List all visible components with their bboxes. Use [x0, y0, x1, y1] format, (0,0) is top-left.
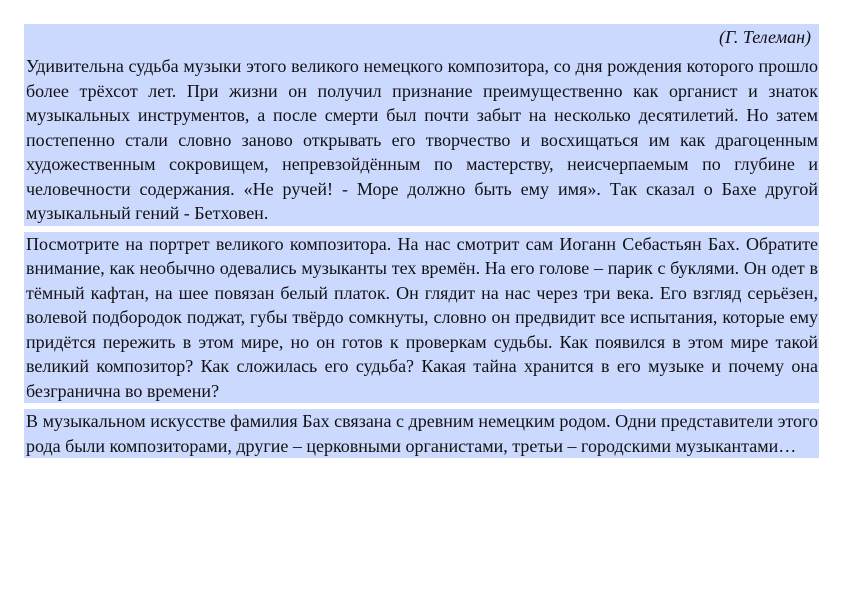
third-text-block	[24, 409, 819, 458]
second-text-block	[24, 232, 819, 404]
paragraph-family: В музыкальном искусстве фамилия Бах связана с древним немецким родом. Одни представители этого рода были композиторами, другие – церковными органистами, третьи – городскими музыкантами…	[26, 411, 818, 456]
paragraph-intro: Удивительна судьба музыки этого великого немецкого композитора, со дня рождения которого прошло более трёхсот лет. При жизни он получил признание преимущественно как органист и знаток музыкальных инструментов, а после смерти был почти забыт на несколько десятилетий. Но затем постепенно стали словно заново открывать его творчество и восхищаться им как драгоценным художественным сокровищем, непревзойдённым по мастерству, неисчерпаемым по глубине и человечности содержания. «Не ручей! - Море должно быть ему имя». Так сказал о Бахе другой музыкальный гений - Бетховен.	[26, 56, 818, 223]
quote-attribution: (Г. Телеман)	[718, 27, 811, 47]
document-page	[24, 24, 819, 458]
paragraph-portrait: Посмотрите на портрет великого композитора. На нас смотрит сам Иоганн Себастьян Бах. Обратите внимание, как необычно одевались музыканты тех времён. На его голове – парик с буклями. Он одет в тёмный кафтан, на шее повязан белый платок. Он глядит на нас через три века. Его взгляд серьёзен, волевой подбородок поджат, губы твёрдо сомкнуты, словно он предвидит все испытания, которые ему придётся пережить в этом мире, но он готов к проверкам судьбы. Как появился в этом мире такой великий композитор? Как сложилась его судьба? Какая тайна хранится в его музыке и почему она безгранична во времени?	[26, 233, 818, 401]
first-text-block	[24, 24, 819, 226]
